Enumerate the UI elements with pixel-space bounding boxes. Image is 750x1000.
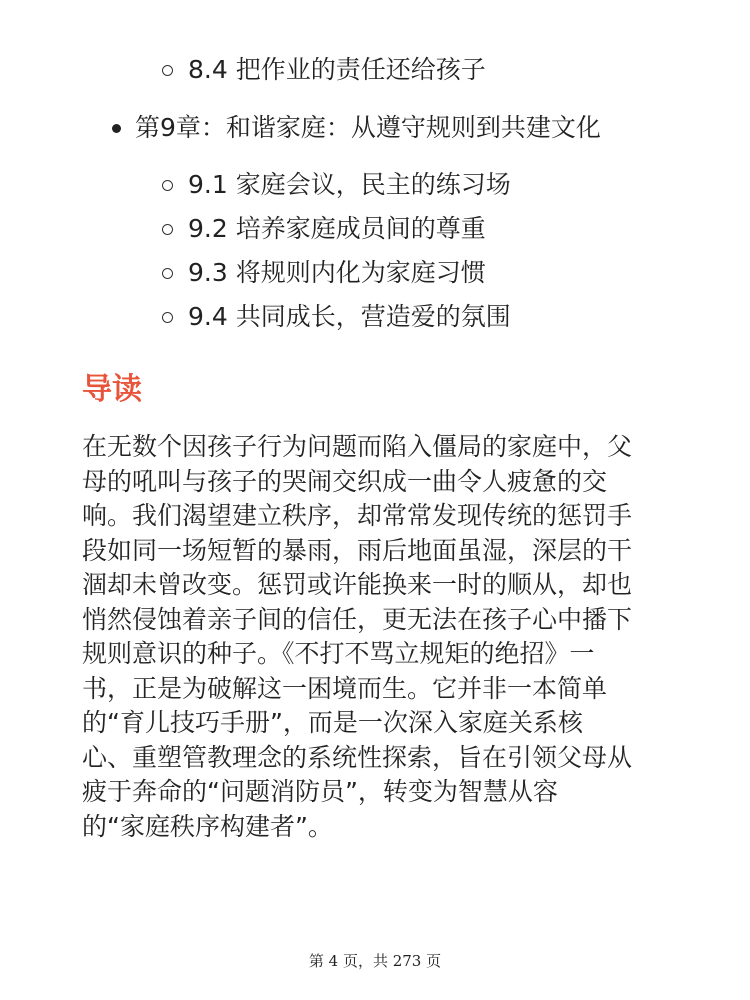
toc-chapter-label: 第9章：和谐家庭：从遵守规则到共建文化	[135, 113, 601, 142]
page-number-footer: 第 4 页，共 273 页	[308, 952, 442, 970]
paragraph-line: 悄然侵蚀着亲子间的信任，更无法在孩子心中播下	[82, 604, 633, 634]
toc-item-label: 9.1 家庭会议，民主的练习场	[188, 170, 511, 199]
section-heading: 导读	[82, 372, 142, 407]
toc-chapter-9[interactable]	[112, 110, 601, 146]
intro-paragraph	[82, 430, 672, 844]
toc-item-label: 8.4 把作业的责任还给孩子	[188, 55, 486, 84]
toc-item-9-4[interactable]	[162, 299, 511, 335]
paragraph-line: 的“育儿技巧手册”，而是一次深入家庭关系核	[82, 708, 583, 737]
circle-bullet-icon	[162, 268, 173, 279]
paragraph-line: 母的吼叫与孩子的哭闹交织成一曲令人疲惫的交	[82, 466, 608, 496]
toc-item-label: 9.4 共同成长，营造爱的氛围	[188, 302, 511, 331]
paragraph-line: 规则意识的种子。《不打不骂立规矩的绝招》一	[82, 639, 595, 668]
toc-item-8-4[interactable]	[162, 52, 486, 88]
paragraph-line: 疲于奔命的“问题消防员”，转变为智慧从容	[82, 777, 558, 806]
circle-bullet-icon	[162, 180, 173, 191]
paragraph-line: 心、重塑管教理念的系统性探索，旨在引领父母从	[82, 742, 633, 772]
circle-bullet-icon	[162, 224, 173, 235]
toc-item-9-3[interactable]	[162, 255, 486, 291]
paragraph-line: 书，正是为破解这一困境而生。它并非一本简单	[82, 673, 608, 703]
circle-bullet-icon	[162, 65, 173, 76]
toc-item-label: 9.2 培养家庭成员间的尊重	[188, 214, 486, 243]
paragraph-line: 涸却未曾改变。惩罚或许能换来一时的顺从，却也	[82, 570, 633, 599]
disc-bullet-icon	[112, 124, 121, 133]
toc-item-9-1[interactable]	[162, 167, 511, 203]
toc-item-label: 9.3 将规则内化为家庭习惯	[188, 258, 486, 287]
paragraph-line: 在无数个因孩子行为问题而陷入僵局的家庭中，父	[82, 432, 633, 461]
paragraph-line: 的“家庭秩序构建者”。	[82, 811, 333, 841]
paragraph-line: 响。我们渴望建立秩序，却常常发现传统的惩罚手	[82, 501, 633, 530]
circle-bullet-icon	[162, 312, 173, 323]
paragraph-line: 段如同一场短暂的暴雨，雨后地面虽湿，深层的干	[82, 535, 633, 565]
toc-item-9-2[interactable]	[162, 211, 486, 247]
